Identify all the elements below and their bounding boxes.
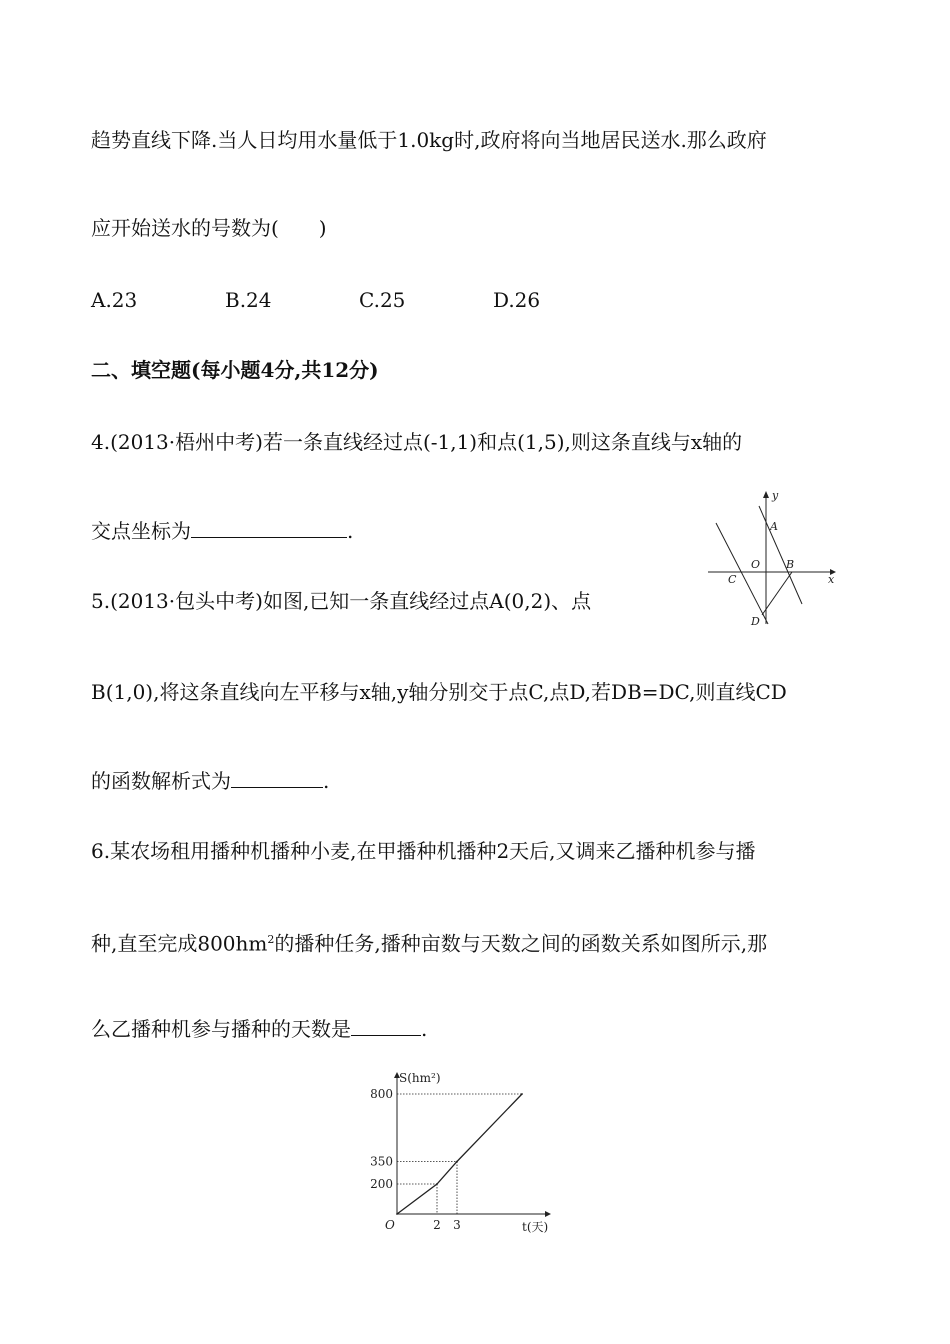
q5-line-1: 5.(2013·包头中考)如图,已知一条直线经过点A(0,2)、点 — [91, 589, 592, 613]
q5-label-b: B — [786, 558, 795, 571]
chart-point-1 — [436, 1183, 438, 1185]
q3-line-2: 应开始送水的号数为( ) — [91, 216, 327, 240]
q5-line-cd — [716, 523, 768, 624]
chart-y-label: S(hm²) — [399, 1071, 441, 1085]
chart-x-tick-label: 2 — [433, 1218, 441, 1232]
q5-line-3-text: 的函数解析式为 — [91, 769, 231, 793]
q5-label-c: C — [728, 573, 737, 586]
q5-label-a: A — [770, 520, 778, 533]
q5-label-x: x — [828, 573, 835, 586]
chart-y-tick-label: 350 — [370, 1154, 393, 1169]
q6-line-1: 6.某农场租用播种机播种小麦,在甲播种机播种2天后,又调来乙播种机参与播 — [91, 839, 756, 863]
chart-point-3 — [521, 1093, 523, 1095]
section-title: 二、填空题(每小题4分,共12分) — [91, 358, 379, 382]
chart-y-tick-label: 800 — [370, 1087, 393, 1101]
q3-options — [91, 286, 627, 314]
q6-line-3 — [91, 1015, 427, 1043]
q6-line-2a: 种,直至完成800hm — [91, 931, 268, 956]
chart-x-tick-label: 3 — [453, 1218, 461, 1232]
q5-label-y: y — [772, 489, 779, 502]
q6-line-2b: 的播种任务,播种亩数与天数之间的函数关系如图所示,那 — [274, 931, 768, 956]
q4-tail: . — [347, 519, 354, 543]
q6-chart — [360, 1068, 570, 1238]
q6-superscript: 2 — [267, 933, 275, 946]
q4-line-1: 4.(2013·梧州中考)若一条直线经过点(-1,1)和点(1,5),则这条直线与x轴的 — [91, 430, 743, 454]
q3-line-1: 趋势直线下降.当人日均用水量低于1.0kg时,政府将向当地居民送水.那么政府 — [91, 128, 767, 152]
chart-x-label: t(天) — [522, 1220, 549, 1234]
q5-tail: . — [323, 769, 330, 793]
q5-label-o: O — [751, 558, 761, 571]
q4-answer-blank[interactable] — [191, 517, 347, 538]
option-b: B.24 — [225, 288, 272, 312]
option-c: C.25 — [359, 288, 406, 312]
q6-line-2 — [91, 926, 767, 958]
chart-y-tick-label: 200 — [370, 1177, 393, 1191]
q4-line-2 — [91, 517, 353, 545]
chart-x-arrow — [545, 1211, 551, 1217]
q5-line-2: B(1,0),将这条直线向左平移与x轴,y轴分别交于点C,点D,若DB=DC,则直线CD — [91, 680, 787, 704]
q6-tail: . — [421, 1017, 428, 1041]
q5-label-d: D — [751, 615, 760, 628]
q5-figure — [700, 488, 845, 628]
q4-line-2-text: 交点坐标为 — [91, 519, 191, 543]
q5-y-arrow — [763, 491, 769, 498]
q5-answer-blank[interactable] — [231, 767, 323, 788]
q6-line-3-text: 么乙播种机参与播种的天数是 — [91, 1017, 351, 1041]
option-d: D.26 — [493, 288, 541, 312]
chart-point-2 — [456, 1161, 458, 1163]
q6-answer-blank[interactable] — [351, 1015, 421, 1036]
option-a: A.23 — [91, 288, 138, 312]
q5-line-3 — [91, 767, 329, 795]
chart-origin-label: O — [385, 1218, 395, 1232]
chart-point-0 — [396, 1213, 398, 1215]
chart-series-line — [397, 1094, 522, 1214]
